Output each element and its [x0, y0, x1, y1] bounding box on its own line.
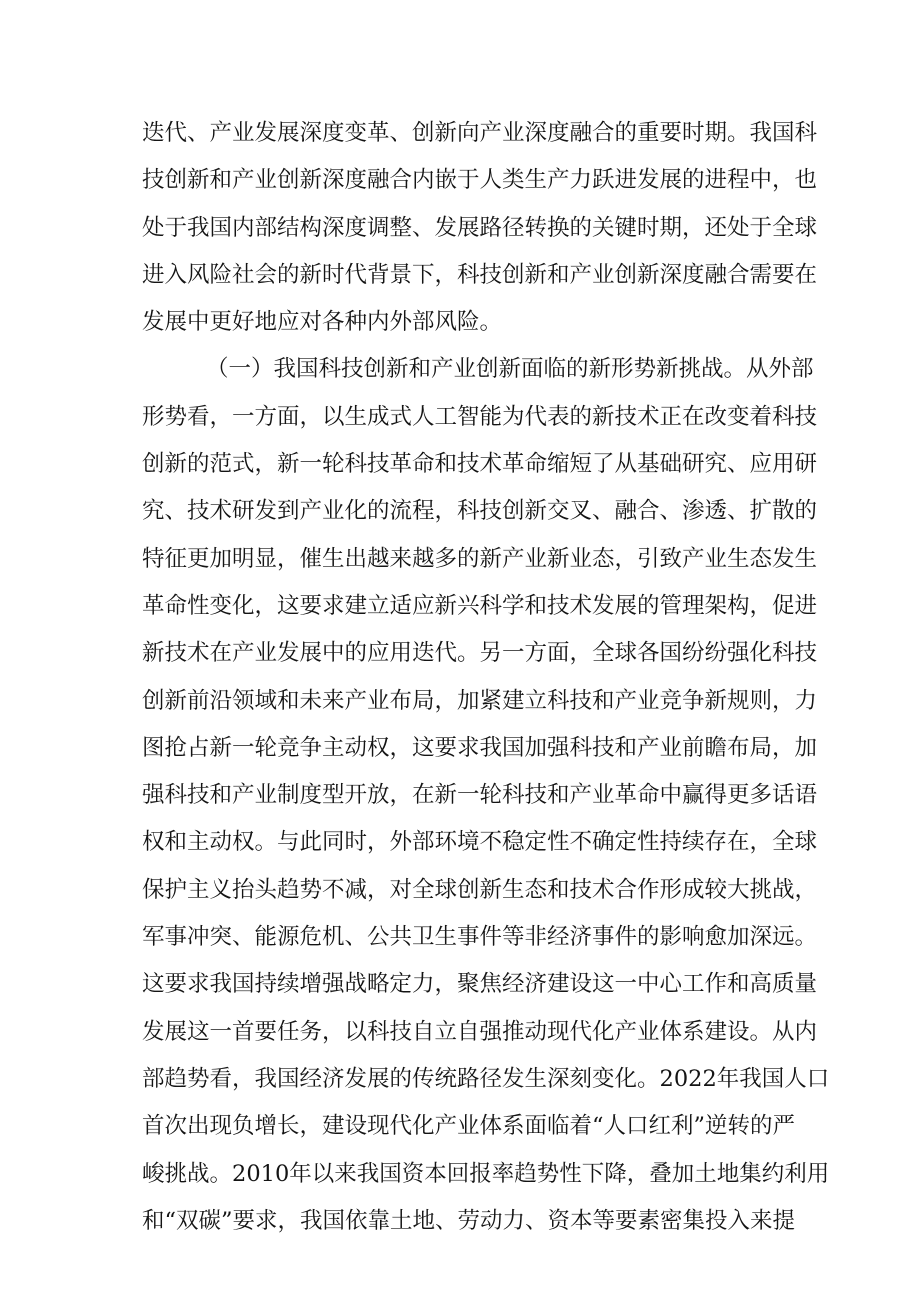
text-line: 首次出现负增长，建设现代化产业体系面临着“人口红利”逆转的严: [142, 1113, 796, 1140]
text-line: 军事冲突、能源危机、公共卫生事件等非经济事件的影响愈加深远。: [142, 924, 818, 951]
text-line: 特征更加明显，催生出越来越多的新产业新业态，引致产业生态发生: [142, 545, 818, 572]
text-line: 技创新和产业创新深度融合内嵌于人类生产力跃进发展的进程中，也: [142, 167, 818, 194]
text-line: 创新前沿领域和未来产业布局，加紧建立科技和产业竞争新规则，力: [142, 687, 818, 714]
text-line: 究、技术研发到产业化的流程，科技创新交叉、融合、渗透、扩散的: [142, 498, 818, 525]
text-line: 形势看，一方面，以生成式人工智能为代表的新技术正在改变着科技: [142, 403, 818, 430]
text-line: 处于我国内部结构深度调整、发展路径转换的关键时期，还处于全球: [142, 214, 818, 241]
text-line: 进入风险社会的新时代背景下，科技创新和产业创新深度融合需要在: [142, 261, 818, 288]
text-line: 保护主义抬头趋势不减，对全球创新生态和技术合作形成较大挑战，: [142, 876, 818, 903]
section-heading-line: （一）我国科技创新和产业创新面临的新形势新挑战。从外部: [206, 356, 814, 383]
paragraph-1: [142, 110, 818, 346]
text-line: 峻挑战。2010年以来我国资本回报率趋势性下降，叠加土地集约利用: [142, 1160, 830, 1187]
text-line: 这要求我国持续增强战略定力，聚焦经济建设这一中心工作和高质量: [142, 971, 818, 998]
text-line: 迭代、产业发展深度变革、创新向产业深度融合的重要时期。我国科: [142, 120, 818, 146]
text-line: 部趋势看，我国经济发展的传统路径发生深刻变化。2022年我国人口: [142, 1065, 830, 1092]
body-text: [142, 110, 830, 1292]
text-line: 发展这一首要任务，以科技自立自强推动现代化产业体系建设。从内: [142, 1018, 818, 1045]
text-line: 新技术在产业发展中的应用迭代。另一方面，全球各国纷纷强化科技: [142, 640, 818, 667]
text-line: 创新的范式，新一轮科技革命和技术革命缩短了从基础研究、应用研: [142, 451, 818, 478]
text-line: 强科技和产业制度型开放，在新一轮科技和产业革命中赢得更多话语: [142, 782, 818, 809]
text-line: 革命性变化，这要求建立适应新兴科学和技术发展的管理架构，促进: [142, 592, 818, 619]
text-line: 图抢占新一轮竞争主动权，这要求我国加强科技和产业前瞻布局，加: [142, 734, 818, 761]
text-line: [142, 1245, 792, 1292]
text-line: 和“双碳”要求，我国依靠土地、劳动力、资本等要素密集投入来提: [142, 1207, 796, 1234]
paragraph-2: [142, 346, 830, 1292]
text-line: 发展中更好地应对各种内外部风险。: [142, 309, 503, 336]
text-line: 权和主动权。与此同时，外部环境不稳定性不确定性持续存在，全球: [142, 829, 818, 856]
